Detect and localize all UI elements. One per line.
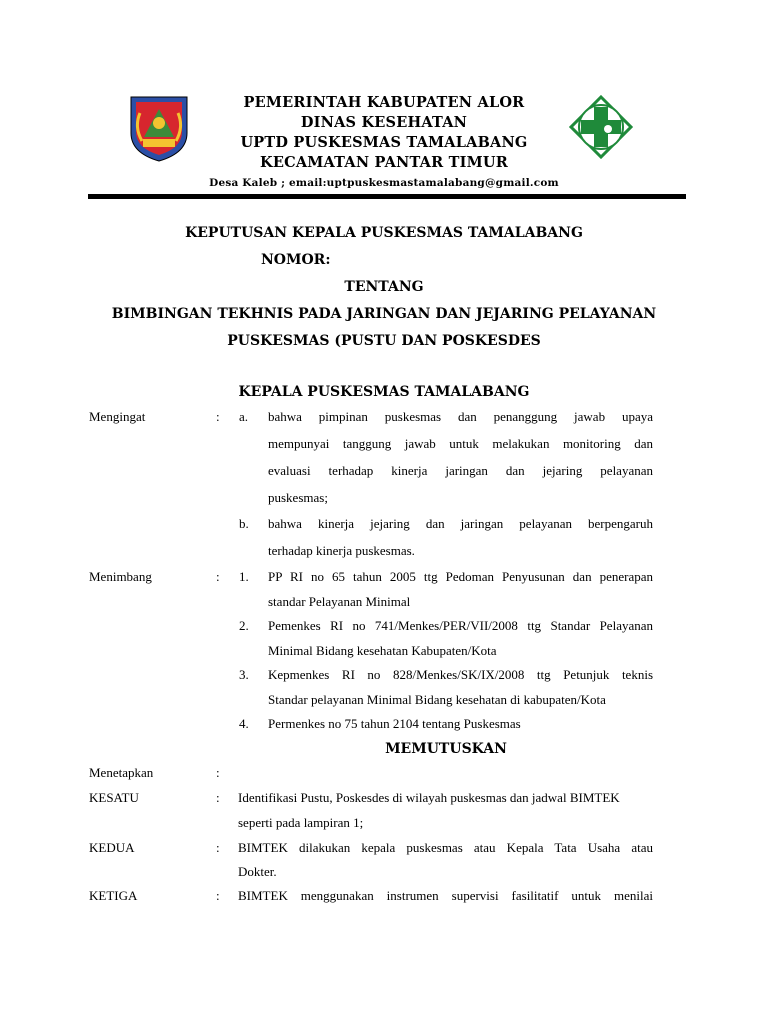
colon: : (216, 569, 220, 584)
section-heading-memutuskan: MEMUTUSKAN (385, 741, 507, 757)
body-line: bahwa pimpinan puskesmas dan penanggung jawab upaya (268, 409, 653, 424)
body-line: mempunyai tanggung jawab untuk melakukan monitoring dan (268, 436, 653, 451)
decision-label: KESATU (89, 790, 139, 805)
body-line: Kepmenkes RI no 828/Menkes/SK/IX/2008 ttg Petunjuk teknis (268, 667, 653, 682)
body-line: PP RI no 65 tahun 2005 ttg Pedoman Penyusunan dan penerapan (268, 569, 653, 584)
decree-title: KEPUTUSAN KEPALA PUSKESMAS TAMALABANG (185, 225, 583, 241)
body-line: Identifikasi Pustu, Poskesdes di wilayah puskesmas dan jadwal BIMTEK (238, 790, 620, 805)
body-line: terhadap kinerja puskesmas. (268, 543, 415, 558)
colon: : (216, 840, 220, 855)
decision-label: KEDUA (89, 840, 135, 855)
body-line: Pemenkes RI no 741/Menkes/PER/VII/2008 ttg Standar Pelayanan (268, 618, 653, 633)
letterhead-address: Desa Kaleb ; email:uptpuskesmastamalabang@gmail.com (209, 177, 559, 189)
decree-subject-line2: PUSKESMAS (PUSTU DAN POSKESDES (227, 333, 541, 349)
body-line: Dokter. (238, 864, 277, 879)
colon: : (216, 409, 220, 424)
colon: : (216, 765, 220, 780)
body-line: bahwa kinerja jejaring dan jaringan pelayanan berpengaruh (268, 516, 653, 531)
body-line: Permenkes no 75 tahun 2104 tentang Puskesmas (268, 716, 521, 731)
decision-label: KETIGA (89, 888, 138, 903)
body-line: Standar pelayanan Minimal Bidang kesehatan di kabupaten/Kota (268, 692, 606, 707)
letterhead-district: KECAMATAN PANTAR TIMUR (260, 154, 508, 171)
section-label-menimbang: Menimbang (89, 569, 152, 584)
body-line: seperti pada lampiran 1; (238, 815, 364, 830)
item-number: 1. (239, 569, 249, 584)
decree-number: NOMOR: (261, 252, 331, 268)
item-number: 2. (239, 618, 249, 633)
decision-label: Menetapkan (89, 765, 154, 780)
letterhead-agency: DINAS KESEHATAN (300, 114, 468, 131)
letterhead-unit: UPTD PUSKESMAS TAMALABANG (240, 134, 528, 151)
body-line: BIMTEK dilakukan kepala puskesmas atau Kepala Tata Usaha atau (238, 840, 653, 855)
item-number: 4. (239, 716, 249, 731)
colon: : (216, 790, 220, 805)
body-line: BIMTEK menggunakan instrumen supervisi fasilitatif untuk menilai (238, 888, 653, 903)
item-number: 3. (239, 667, 249, 682)
letterhead-government: PEMERINTAH KABUPATEN ALOR (243, 94, 525, 111)
colon: : (216, 888, 220, 903)
item-number: b. (239, 516, 249, 531)
section-label-mengingat: Mengingat (89, 409, 146, 424)
body-line: puskesmas; (268, 490, 328, 505)
decree-subject-line1: BIMBINGAN TEKHNIS PADA JARINGAN DAN JEJARING PELAYANAN (111, 306, 657, 322)
decree-issuer: KEPALA PUSKESMAS TAMALABANG (238, 384, 530, 400)
item-number: a. (239, 409, 249, 424)
body-line: standar Pelayanan Minimal (268, 594, 411, 609)
decree-about: TENTANG (344, 279, 424, 295)
body-line: Minimal Bidang kesehatan Kabupaten/Kota (268, 643, 497, 658)
body-line: evaluasi terhadap kinerja jaringan dan jejaring pelayanan (268, 463, 653, 478)
letterhead-divider (88, 194, 686, 199)
